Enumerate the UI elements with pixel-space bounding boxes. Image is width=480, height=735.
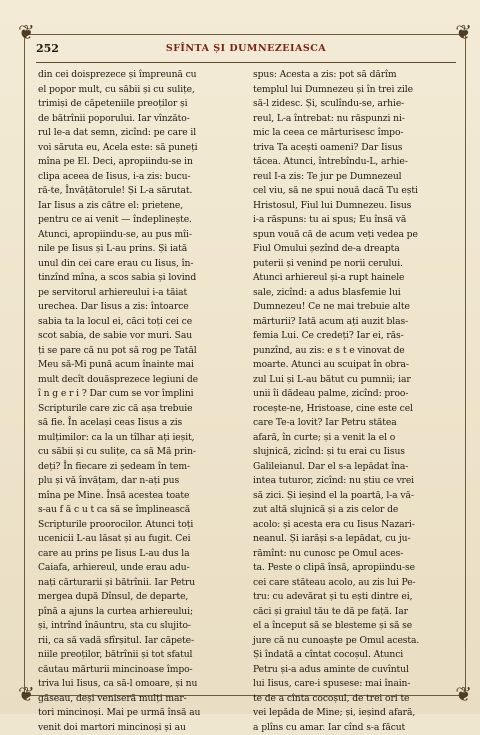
text-line: spus: Acesta a zis: pot să dărîm xyxy=(253,68,456,83)
text-line: zut altă slujnică și a zis celor de xyxy=(253,503,456,518)
text-line: de bătrînii poporului. Iar vînzăto- xyxy=(38,112,241,127)
text-line: mult decît douăsprezece legiuni de xyxy=(38,373,241,388)
text-line: Scripturile care zic că așa trebuie xyxy=(38,402,241,417)
text-line: unii îi dădeau palme, zicînd: proo- xyxy=(253,387,456,402)
text-line: din cei doisprezece și împreună cu xyxy=(38,68,241,83)
corner-ornament-icon: ❦ xyxy=(18,684,35,704)
text-line: venit doi martori mincinoși și au xyxy=(38,721,241,735)
text-line: triva lui Iisus, ca să-l omoare, și nu xyxy=(38,677,241,692)
text-line: spun vouă că de acum veți vedea pe xyxy=(253,228,456,243)
text-line: sale, zicînd: a adus blasfemie lui xyxy=(253,286,456,301)
text-line: mîna pe El. Deci, apropiindu-se in xyxy=(38,155,241,170)
text-line: și, intrînd înăuntru, sta cu slujito- xyxy=(38,619,241,634)
text-line: puterii și venind pe norii cerului. xyxy=(253,257,456,272)
text-line: pînă a ajuns la curtea arhiereului; xyxy=(38,605,241,620)
text-line: ta. Peste o clipă însă, apropiindu-se xyxy=(253,561,456,576)
text-line: mergea după Dînsul, de departe, xyxy=(38,590,241,605)
text-line: găseau, deși veniseră mulți mar- xyxy=(38,692,241,707)
text-line: triva Ta acești oameni? Dar Iisus xyxy=(253,141,456,156)
text-line: Hristosul, Fiul lui Dumnezeu. Iisus xyxy=(253,199,456,214)
text-line: tori mincinoși. Mai pe urmă însă au xyxy=(38,706,241,721)
left-column xyxy=(38,68,241,684)
text-line: căutau mărturii mincinoase împo- xyxy=(38,663,241,678)
text-line: să-l zidesc. Și, sculîndu-se, arhie- xyxy=(253,97,456,112)
text-line: Fiul Omului șezînd de-a dreapta xyxy=(253,242,456,257)
text-line: punzînd, au zis: e s t e vinovat de xyxy=(253,344,456,359)
text-line: slujnică, zicînd: și tu erai cu Iisus xyxy=(253,445,456,460)
header-rule xyxy=(36,62,456,63)
text-line: nați cărturarii și bătrînii. Iar Petru xyxy=(38,576,241,591)
text-line: scot sabia, de sabie vor muri. Sau xyxy=(38,329,241,344)
text-line: mic la ceea ce mărturisesc împo- xyxy=(253,126,456,141)
text-line: moarte. Atunci au scuipat în obra- xyxy=(253,358,456,373)
text-line: templul lui Dumnezeu și în trei zile xyxy=(253,83,456,98)
text-line: tru: cu adevărat și tu ești dintre ei, xyxy=(253,590,456,605)
corner-ornament-icon: ❦ xyxy=(18,22,35,42)
text-line: a plîns cu amar. Iar cînd s-a făcut xyxy=(253,721,456,735)
text-line: intea tuturor, zicînd: nu știu ce vrei xyxy=(253,474,456,489)
text-line: zul Lui și L-au bătut cu pumnii; iar xyxy=(253,373,456,388)
text-line: neanul. Și iarăși s-a lepădat, cu ju- xyxy=(253,532,456,547)
text-line: Atunci arhiereul și-a rupt hainele xyxy=(253,271,456,286)
text-line: el a început să se blesteme și să se xyxy=(253,619,456,634)
text-line: rămînt: nu cunosc pe Omul aces- xyxy=(253,547,456,562)
text-line: rii, ca să vadă sfîrșitul. Iar căpete- xyxy=(38,634,241,649)
text-line: căci și graiul tău te dă pe față. Iar xyxy=(253,605,456,620)
text-line: jure că nu cunoaște pe Omul acesta. xyxy=(253,634,456,649)
text-line: Galileianul. Dar el s-a lepădat îna- xyxy=(253,460,456,475)
text-columns xyxy=(38,68,456,684)
text-line: să zici. Și ieșind el la poartă, l-a vă- xyxy=(253,489,456,504)
page-header xyxy=(36,42,456,64)
text-line: care Te-a lovit? Iar Petru stătea xyxy=(253,416,456,431)
text-line: i-a răspuns: tu ai spus; Eu însă vă xyxy=(253,213,456,228)
text-line: Dumnezeu! Ce ne mai trebuie alte xyxy=(253,300,456,315)
text-line: cel viu, să ne spui nouă dacă Tu ești xyxy=(253,184,456,199)
text-line: s-au f ă c u t ca să se împlinească xyxy=(38,503,241,518)
text-line: să fie. În același ceas Iisus a zis xyxy=(38,416,241,431)
text-line: te de a cînta cocoșul, de trei ori te xyxy=(253,692,456,707)
corner-ornament-icon: ❦ xyxy=(455,684,472,704)
text-line: vei lepăda de Mine; și, ieșind afară, xyxy=(253,706,456,721)
text-line: sabia ta la locul ei, căci toți cei ce xyxy=(38,315,241,330)
text-line: plu și vă învățam, dar n-ați pus xyxy=(38,474,241,489)
text-line: ți se pare că nu pot să rog pe Tatăl xyxy=(38,344,241,359)
text-line: Caiafa, arhiereul, unde erau adu- xyxy=(38,561,241,576)
text-line: voi săruta eu, Acela este: să puneți xyxy=(38,141,241,156)
text-line: Meu să-Mi pună acum înainte mai xyxy=(38,358,241,373)
text-line: unul din cei care erau cu Iisus, în- xyxy=(38,257,241,272)
running-title: SFÎNTA ȘI DUMNEZEIASCA xyxy=(36,43,456,54)
text-line: femia Lui. Ce credeți? Iar ei, răs- xyxy=(253,329,456,344)
text-line: ră-te, Învățătorule! Și L-a sărutat. xyxy=(38,184,241,199)
text-line: mărturii? Iată acum ați auzit blas- xyxy=(253,315,456,330)
text-line: rocește-ne, Hristoase, cine este cel xyxy=(253,402,456,417)
text-line: deți? În fiecare zi ședeam în tem- xyxy=(38,460,241,475)
text-line: acolo: și acesta era cu Iisus Nazari- xyxy=(253,518,456,533)
text-line: ucenicii L-au lăsat și au fugit. Cei xyxy=(38,532,241,547)
text-line: reul, L-a întrebat: nu răspunzi ni- xyxy=(253,112,456,127)
text-line: niile preoților, bătrînii și tot sfatul xyxy=(38,648,241,663)
text-line: el popor mult, cu săbii și cu sulițe, xyxy=(38,83,241,98)
text-line: reul I-a zis: Te jur pe Dumnezeul xyxy=(253,170,456,185)
text-line: afară, în curte; și a venit la el o xyxy=(253,431,456,446)
right-column xyxy=(253,68,456,684)
text-line: rul le-a dat semn, zicînd: pe care il xyxy=(38,126,241,141)
text-line: cu săbii și cu sulițe, ca să Mă prin- xyxy=(38,445,241,460)
corner-ornament-icon: ❦ xyxy=(455,22,472,42)
text-line: clipa aceea de Iisus, i-a zis: bucu- xyxy=(38,170,241,185)
text-line: Scripturile proorocilor. Atunci toți xyxy=(38,518,241,533)
text-line: î n g e r i ? Dar cum se vor împlini xyxy=(38,387,241,402)
text-line: lui Iisus, care-i spusese: mai înain- xyxy=(253,677,456,692)
text-line: Atunci, apropiindu-se, au pus mîi- xyxy=(38,228,241,243)
text-line: tinzînd mîna, a scos sabia și lovind xyxy=(38,271,241,286)
text-line: Iar Iisus a zis către el: prietene, xyxy=(38,199,241,214)
text-line: Și îndată a cîntat cocoșul. Atunci xyxy=(253,648,456,663)
text-line: cei care stăteau acolo, au zis lui Pe- xyxy=(253,576,456,591)
text-line: urechea. Dar Iisus a zis: întoarce xyxy=(38,300,241,315)
text-line: mîna pe Mine. Însă acestea toate xyxy=(38,489,241,504)
text-line: pentru ce ai venit — îndeplinește. xyxy=(38,213,241,228)
page-number: 252 xyxy=(36,42,59,55)
text-line: pe servitorul arhiereului i-a tăiat xyxy=(38,286,241,301)
text-line: tăcea. Atunci, întrebîndu-L, arhie- xyxy=(253,155,456,170)
text-line: Petru și-a adus aminte de cuvîntul xyxy=(253,663,456,678)
text-line: nile pe Iisus și L-au prins. Și iată xyxy=(38,242,241,257)
text-line: trimiși de căpeteniile preoților și xyxy=(38,97,241,112)
text-line: care au prins pe Iisus L-au dus la xyxy=(38,547,241,562)
text-line: mulțimilor: ca la un tîlhar ați ieșit, xyxy=(38,431,241,446)
